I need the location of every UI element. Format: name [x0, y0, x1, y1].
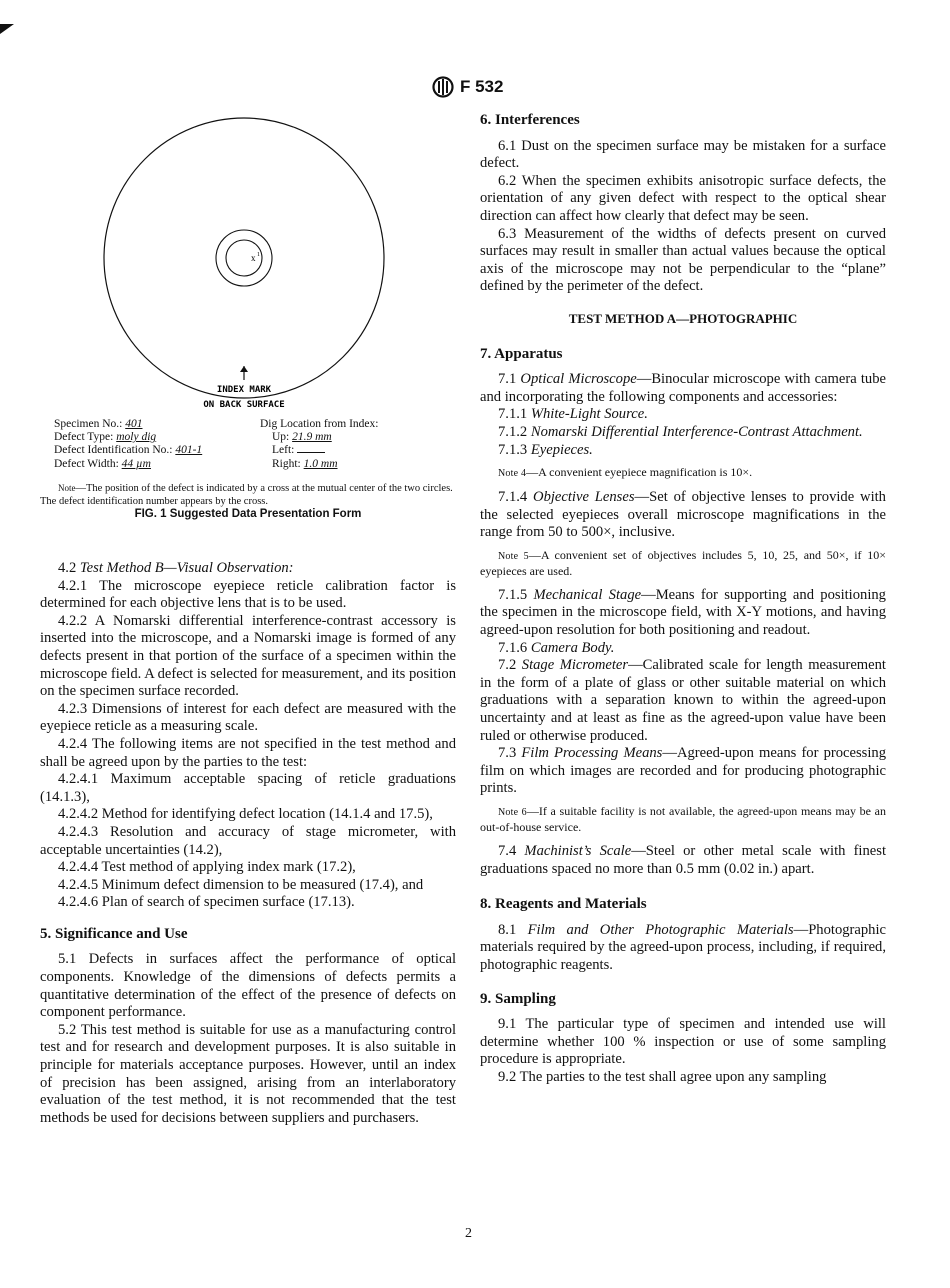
defect-type-value: moly dig [116, 431, 157, 444]
paragraph-8-1: 8.1 Film and Other Photographic Materials—Photographic materials required by the agreed-upon process, including, if required, photographic reagents. [480, 921, 887, 973]
figure-diagram [40, 110, 456, 410]
paragraph-7-1: 7.1 Optical Microscope—Binocular microscope with camera tube and incorporating the following components and accessories: [480, 371, 886, 405]
astm-logo-icon [432, 76, 454, 98]
specimen-no-value: 401 [125, 418, 143, 430]
figure-1 [40, 110, 456, 530]
paragraph-7-1-4: 7.1.4 Objective Lenses—Set of objective lenses to provide with the selected eyepieces overall microscope magnifications in the range from 50 to 500×, inclusive. [480, 489, 886, 541]
defect-width-value: 44 µm [121, 457, 151, 470]
section-5-heading: 5. Significance and Use [40, 925, 188, 942]
left-value [297, 452, 325, 453]
page-header [432, 76, 503, 98]
left-column [40, 560, 456, 1127]
paragraph-4-2-4-1: 4.2.4.1 Maximum acceptable spacing of reticle graduations (14.1.3), [40, 771, 456, 805]
left-row: Left: [260, 444, 378, 457]
paragraph-4-2-4-4: 4.2.4.4 Test method of applying index mark (17.2), [58, 859, 356, 876]
paragraph-4-2-3: 4.2.3 Dimensions of interest for each defect are measured with the eyepiece reticle as a measuring scale. [40, 700, 456, 735]
figure-location-fields [260, 418, 378, 471]
paragraph-5-2: 5.2 This test method is suitable for use as a manufacturing control test and for research and development purposes. It is also suitable in principle for materials acceptance purposes. However, until an index of precision has been assigned, arising from an interlaboratory evaluation of the test method, it is not recommended that the test methods be used for decisions between suppliers and purchasers. [40, 1021, 456, 1126]
defect-id-value: 401-1 [175, 444, 203, 457]
paragraph-5-1: 5.1 Defects in surfaces affect the performance of optical components. Knowledge of the dimensions of defects permits a quantitative determination of the effect of the presence of defects on component performance. [40, 951, 456, 1021]
paragraph-6-1: 6.1 Dust on the specimen surface may be mistaken for a surface defect. [480, 137, 886, 172]
paragraph-7-3: 7.3 Film Processing Means—Agreed-upon means for processing film on which images are recorded and for producing photographic prints. [480, 745, 886, 797]
page-number: 2 [465, 1226, 472, 1241]
defect-cross: x [251, 253, 256, 263]
specimen-outer-circle [104, 118, 384, 398]
paragraph-4-2-4-3: 4.2.4.3 Resolution and accuracy of stage micrometer, with acceptable uncertainties (14.2), [40, 823, 456, 858]
figure-specimen-fields [54, 418, 202, 471]
right-value: 1.0 mm [303, 457, 338, 470]
up-row: Up: 21.9 mm [272, 431, 332, 444]
target-inner-ring [226, 240, 262, 276]
figure-note: Note—The position of the defect is indicated by a cross at the mutual center of the two circles. The defect identification number appears by the cross. [40, 483, 453, 507]
note-4: Note 4—A convenient eyepiece magnification is 10×. [498, 465, 753, 480]
section-8-heading: 8. Reagents and Materials [480, 896, 647, 913]
right-row: Right: 1.0 mm [272, 457, 338, 470]
paragraph-9-2: 9.2 The parties to the test shall agree upon any sampling [498, 1068, 827, 1085]
defect-width-row: Defect Width: 44 µm [54, 457, 151, 470]
paragraph-7-1-3: 7.1.3 Eyepieces. [498, 441, 593, 458]
section-6-heading: 6. Interferences [480, 112, 580, 128]
paragraph-4-2-4-5: 4.2.4.5 Minimum defect dimension to be measured (17.4), and [58, 876, 424, 893]
note-6: Note 6—If a suitable facility is not available, the agreed-upon means may be an out-of-house service. [480, 804, 887, 834]
paragraph-7-1-2: 7.1.2 Nomarski Differential Interference-Contrast Attachment. [498, 423, 863, 440]
paragraph-6-3: 6.3 Measurement of the widths of defects present on curved surfaces may result in smaller than actual values because the optical axis of the microscope may not be perpendicular to the “plane” defined by the perimeter of the defect. [480, 225, 886, 295]
paragraph-4-2: 4.2 Test Method B—Visual Observation: [58, 560, 294, 576]
up-value: 21.9 mm [292, 431, 332, 444]
note-5: Note 5—A convenient set of objectives includes 5, 10, 25, and 50×, if 10× eyepieces are used. [480, 547, 887, 578]
paragraph-4-2-4-6: 4.2.4.6 Plan of search of specimen surface (17.13). [58, 894, 355, 911]
index-mark-arrow-icon [240, 366, 248, 372]
paragraph-9-1: 9.1 The particular type of specimen and intended use will determine whether 100 % inspection or use of some sampling procedure is appropriate. [480, 1016, 886, 1068]
specimen-no-row: Specimen No.: 401 [54, 418, 143, 430]
defect-type-row: Defect Type: moly dig [54, 431, 157, 444]
paragraph-7-1-6: 7.1.6 Camera Body. [498, 639, 615, 656]
paragraph-7-4: 7.4 Machinist’s Scale—Steel or other metal scale with finest graduations spaced no more than 0.5 mm (0.02 in.) apart. [480, 843, 886, 877]
index-mark-sublabel: ON BACK SURFACE [203, 400, 285, 410]
target-outer-ring [216, 230, 272, 286]
paragraph-4-2-4-2: 4.2.4.2 Method for identifying defect location (14.1.4 and 17.5), [58, 806, 433, 823]
section-7-heading: 7. Apparatus [480, 345, 563, 362]
paragraph-4-2-4: 4.2.4 The following items are not specified in the test method and shall be agreed upon by the parties to the test: [40, 735, 456, 770]
right-column [480, 112, 886, 1087]
standard-designation: F 532 [460, 77, 504, 96]
test-method-a-heading: TEST METHOD A—PHOTOGRAPHIC [568, 310, 798, 326]
paragraph-4-2-2: 4.2.2 A Nomarski differential interference-contrast accessory is inserted into the microscope, and a Nomarski image is formed of any defects present in that portion of the surface of a specimen within the microscope field. A defect is selected for measurement, and its position on the specimen surface recorded. [40, 612, 456, 700]
paragraph-7-1-1: 7.1.1 White-Light Source. [498, 406, 648, 423]
section-9-heading: 9. Sampling [480, 990, 556, 1007]
figure-caption: FIG. 1 Suggested Data Presentation Form [134, 508, 362, 520]
defect-id-superscript: 1 [257, 252, 260, 258]
dig-location-label: Dig Location from Index: [260, 418, 379, 430]
paragraph-7-1-5: 7.1.5 Mechanical Stage—Means for supporting and positioning the specimen in the microscope field, with X-Y motions, and having agreed-upon resolution for both positioning and readout. [480, 586, 886, 639]
paragraph-4-2-1: 4.2.1 The microscope eyepiece reticle calibration factor is determined for each objective lens that is to be used. [40, 577, 456, 612]
paragraph-7-2: 7.2 Stage Micrometer—Calibrated scale for length measurement in the form of a plate of glass or other suitable material on which graduations with a separation known to within the agreed-upon uncertainty and at least as fine as the agreed-upon value have been ruled or otherwise produced. [480, 657, 886, 744]
corner-registration-mark [0, 24, 14, 34]
defect-id-row: Defect Identification No.: 401-1 [54, 444, 203, 457]
index-mark-label: INDEX MARK [216, 385, 272, 395]
paragraph-6-2: 6.2 When the specimen exhibits anisotropic surface defects, the orientation of any given defect with respect to the optical shear direction can affect how clearly that defect may be seen. [480, 172, 886, 224]
